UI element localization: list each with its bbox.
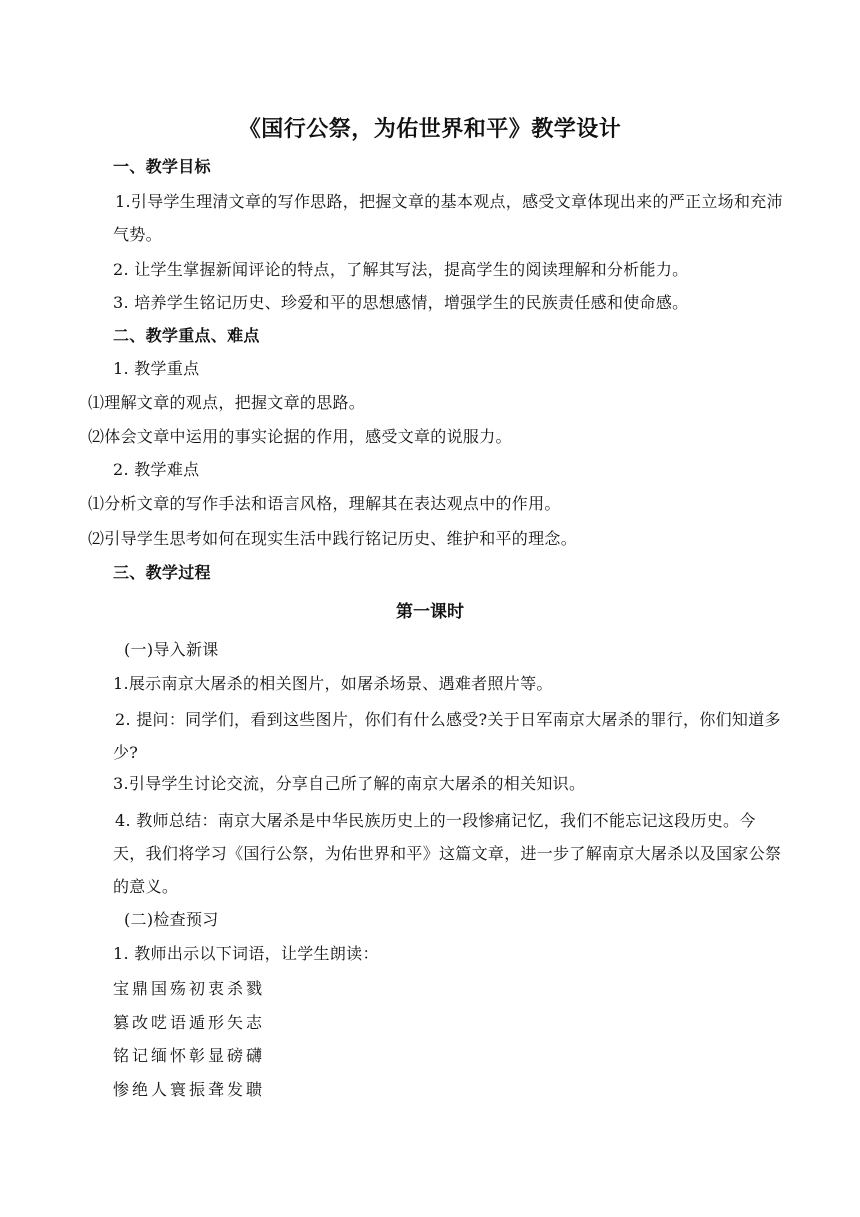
difficult-points-label: 2. 教学难点: [113, 460, 200, 479]
part1-item-1: 1.展示南京大屠杀的相关图片，如屠杀场景、遇难者照片等。: [113, 674, 553, 693]
part1-label: (一)导入新课: [124, 640, 219, 659]
lesson-title: 第一课时: [396, 602, 464, 622]
key-points-label: 1. 教学重点: [113, 359, 200, 378]
difficult-point-1: ⑴分析文章的写作手法和语言风格，理解其在表达观点中的作用。: [88, 494, 561, 513]
part1-item-2: 2. 提问：同学们，看到这些图片，你们有什么感受?关于日军南京大屠杀的罪行，你们知道多少?: [113, 710, 781, 762]
process-heading: 三、教学过程: [113, 563, 211, 582]
difficult-point-2: ⑵引导学生思考如何在现实生活中践行铭记历史、维护和平的理念。: [88, 529, 578, 548]
part2-label: (二)检查预习: [124, 910, 219, 929]
word-line-3: 铭记缅怀彰显磅礴: [113, 1046, 266, 1065]
goals-heading: 一、教学目标: [113, 157, 211, 176]
part2-intro: 1. 教师出示以下词语，让学生朗读：: [113, 944, 379, 963]
key-point-2: ⑵体会文章中运用的事实论据的作用，感受文章的说服力。: [88, 427, 512, 446]
word-line-4: 惨绝人寰振聋发聩: [113, 1080, 266, 1099]
goal-item-3: 3. 培养学生铭记历史、珍爱和平的思想感情，增强学生的民族责任感和使命感。: [113, 293, 689, 312]
word-line-1: 宝鼎国殇初衷杀戮: [113, 979, 266, 998]
goal-item-2: 2. 让学生掌握新闻评论的特点，了解其写法，提高学生的阅读理解和分析能力。: [113, 260, 689, 279]
part1-item-3: 3.引导学生讨论交流，分享自己所了解的南京大屠杀的相关知识。: [113, 774, 586, 793]
part1-item-4: 4. 教师总结：南京大屠杀是中华民族历史上的一段惨痛记忆，我们不能忘记这段历史。今天，我们将学习《国行公祭，为佑世界和平》这篇文章，进一步了解南京大屠杀以及国家公祭的意义。: [113, 811, 782, 896]
focus-heading: 二、教学重点、难点: [113, 326, 260, 345]
word-line-2: 篡改呓语遁形矢志: [113, 1013, 266, 1032]
key-point-1: ⑴理解文章的观点，把握文章的思路。: [88, 393, 366, 412]
goal-item-1: 1.引导学生理清文章的写作思路，把握文章的基本观点，感受文章体现出来的严正立场和充沛气势。: [113, 192, 783, 244]
document-title: 《国行公祭，为佑世界和平》教学设计: [238, 116, 622, 142]
